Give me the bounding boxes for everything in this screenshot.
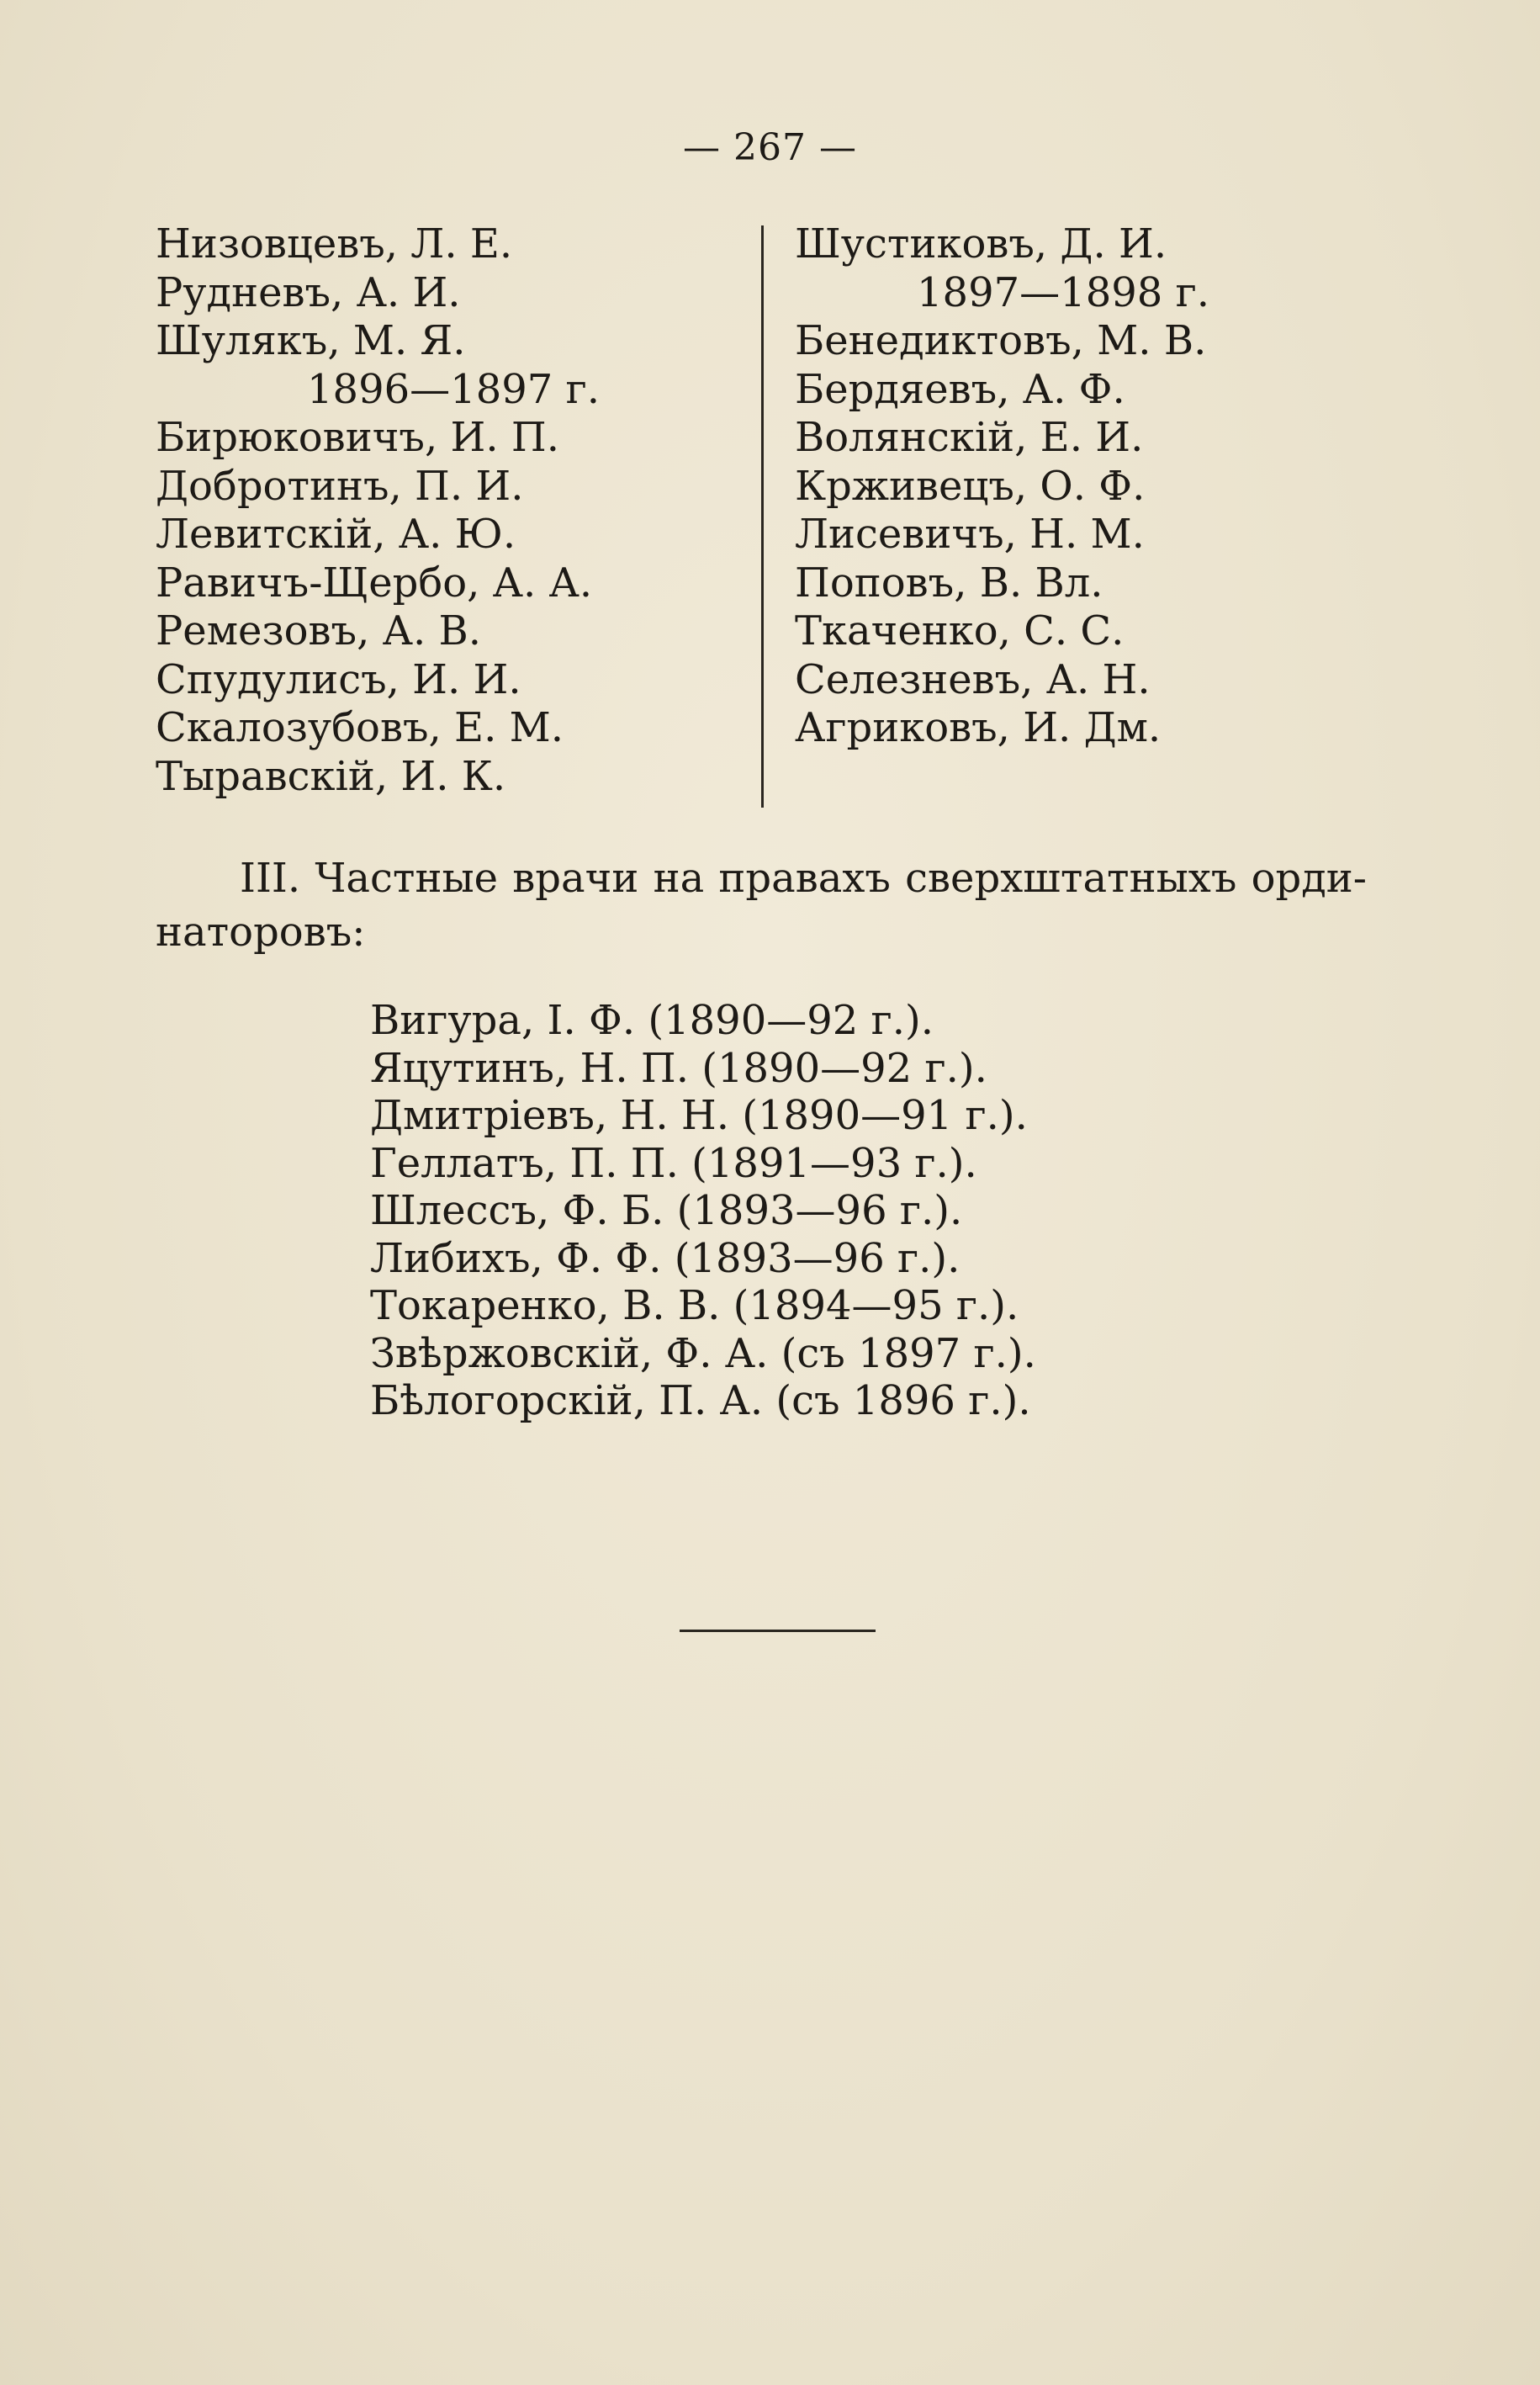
list-item: Ремезовъ, А. В.: [156, 607, 481, 655]
page-number: — 267 —: [683, 126, 857, 169]
private-doctors-list: [370, 997, 1036, 1425]
year-range-heading: 1896—1897 г.: [307, 365, 600, 413]
list-item: Шустиковъ, Д. И.: [795, 220, 1167, 268]
list-item: Ткаченко, С. С.: [795, 607, 1125, 655]
list-item: Поповъ, В. Вл.: [795, 559, 1103, 607]
left-name-column: [156, 220, 761, 801]
list-item: Добротинъ, П. И.: [156, 462, 524, 510]
column-divider: [761, 225, 764, 808]
list-item: Вигура, І. Ф. (1890—92 г.).: [370, 997, 934, 1044]
section-heading-line: III. Частные врачи на правахъ сверхштатныхъ орди-: [240, 855, 1367, 902]
list-item: Селезневъ, А. Н.: [795, 655, 1151, 703]
list-item: Спудулисъ, И. И.: [156, 655, 521, 703]
list-item: Дмитріевъ, Н. Н. (1890—91 г.).: [370, 1092, 1028, 1139]
list-item: Рудневъ, А. И.: [156, 268, 461, 316]
list-item: Лисевичъ, Н. М.: [795, 511, 1145, 558]
list-item: Крживецъ, О. Ф.: [795, 462, 1146, 510]
list-item: Бердяевъ, А. Ф.: [795, 365, 1125, 413]
section-heading: [156, 851, 1367, 959]
list-item: Бирюковичъ, И. П.: [156, 414, 559, 461]
list-item: Шулякъ, М. Я.: [156, 317, 466, 364]
right-name-column: [795, 220, 1400, 753]
list-item: Агриковъ, И. Дм.: [795, 704, 1162, 751]
list-item: Равичъ-Щербо, А. А.: [156, 559, 593, 607]
section-heading-line: наторовъ:: [156, 909, 366, 956]
end-rule: [680, 1630, 876, 1632]
list-item: Звѣржовскій, Ф. А. (съ 1897 г.).: [370, 1329, 1036, 1377]
list-item: Тыравскій, И. К.: [156, 752, 506, 800]
list-item: Левитскій, А. Ю.: [156, 511, 516, 558]
list-item: Бенедиктовъ, М. В.: [795, 317, 1207, 364]
list-item: Скалозубовъ, Е. М.: [156, 704, 564, 751]
list-item: Шлессъ, Ф. Б. (1893—96 г.).: [370, 1187, 963, 1234]
year-range-heading: 1897—1898 г.: [917, 268, 1209, 316]
list-item: Либихъ, Ф. Ф. (1893—96 г.).: [370, 1234, 961, 1282]
list-item: Низовцевъ, Л. Е.: [156, 220, 513, 268]
list-item: Токаренко, В. В. (1894—95 г.).: [370, 1282, 1019, 1329]
list-item: Яцутинъ, Н. П. (1890—92 г.).: [370, 1044, 987, 1092]
list-item: Бѣлогорскій, П. А. (съ 1896 г.).: [370, 1377, 1031, 1424]
list-item: Волянскій, Е. И.: [795, 414, 1144, 461]
list-item: Геллатъ, П. П. (1891—93 г.).: [370, 1139, 977, 1187]
